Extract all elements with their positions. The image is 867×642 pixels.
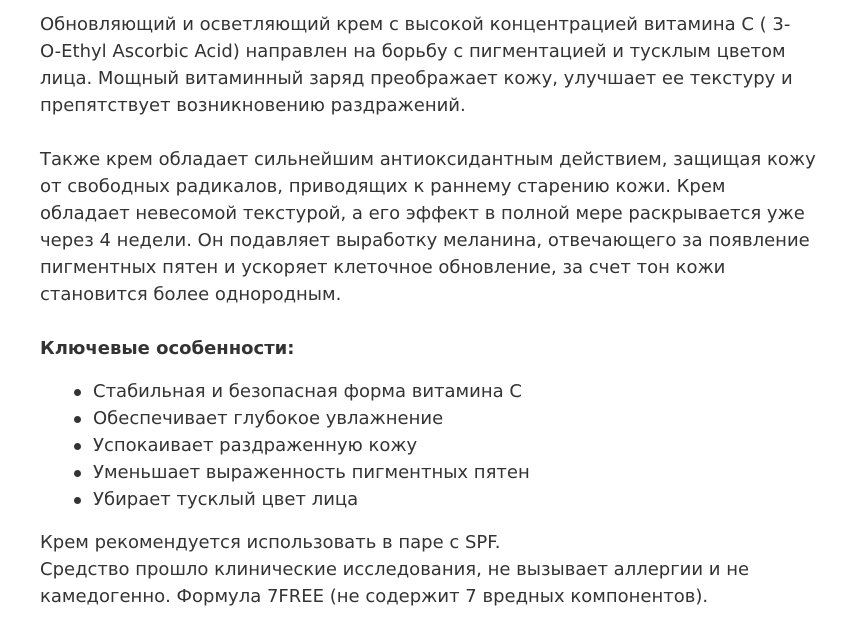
text-line: Средство прошло клинические исследования, не вызывает аллергии и не xyxy=(40,559,750,580)
list-item xyxy=(93,486,840,513)
text-line: препятствует возникновению раздражений. xyxy=(40,95,466,116)
list-item-label: Стабильная и безопасная форма витамина С xyxy=(93,381,522,402)
list-item-label: Обеспечивает глубокое увлажнение xyxy=(93,408,444,429)
text-line: камедогенно. Формула 7FREE (не содержит 7 вредных компонентов). xyxy=(40,586,709,607)
list-item xyxy=(93,459,840,486)
text-line: от свободных радикалов, приводящих к раннему старению кожи. Крем xyxy=(40,176,726,197)
bullet-icon xyxy=(74,470,81,477)
text-line: Также крем обладает сильнейшим антиоксидантным действием, защищая кожу xyxy=(40,149,816,170)
text-line: обладает невесомой текстурой, а его эффект в полной мере раскрывается уже xyxy=(40,203,805,224)
description-paragraph-2 xyxy=(40,146,840,308)
bullet-icon xyxy=(74,389,81,396)
list-item xyxy=(93,378,840,405)
features-heading: Ключевые особенности: xyxy=(40,338,295,359)
features-list xyxy=(40,378,840,513)
text-line: пигментных пятен и ускоряет клеточное обновление, за счет тон кожи xyxy=(40,257,726,278)
description-paragraph-1 xyxy=(40,11,840,119)
text-line: через 4 недели. Он подавляет выработку меланина, отвечающего за появление xyxy=(40,230,810,251)
footer-notes xyxy=(40,529,840,610)
bullet-icon xyxy=(74,497,81,504)
text-line: лица. Мощный витаминный заряд преображает кожу, улучшает ее текстуру и xyxy=(40,68,793,89)
bullet-icon xyxy=(74,416,81,423)
text-line: становится более однородным. xyxy=(40,284,342,305)
list-item xyxy=(93,432,840,459)
text-line: Обновляющий и осветляющий крем с высокой концентрацией витамина С ( 3- xyxy=(40,14,791,35)
bullet-icon xyxy=(74,443,81,450)
text-line: Крем рекомендуется использовать в паре с SPF. xyxy=(40,532,501,553)
product-description xyxy=(40,11,840,610)
list-item xyxy=(93,405,840,432)
list-item-label: Успокаивает раздраженную кожу xyxy=(93,435,418,456)
text-line: O-Ethyl Ascorbic Acid) направлен на борьбу с пигментацией и тусклым цветом xyxy=(40,41,786,62)
list-item-label: Уменьшает выраженность пигментных пятен xyxy=(93,462,530,483)
list-item-label: Убирает тусклый цвет лица xyxy=(93,489,359,510)
